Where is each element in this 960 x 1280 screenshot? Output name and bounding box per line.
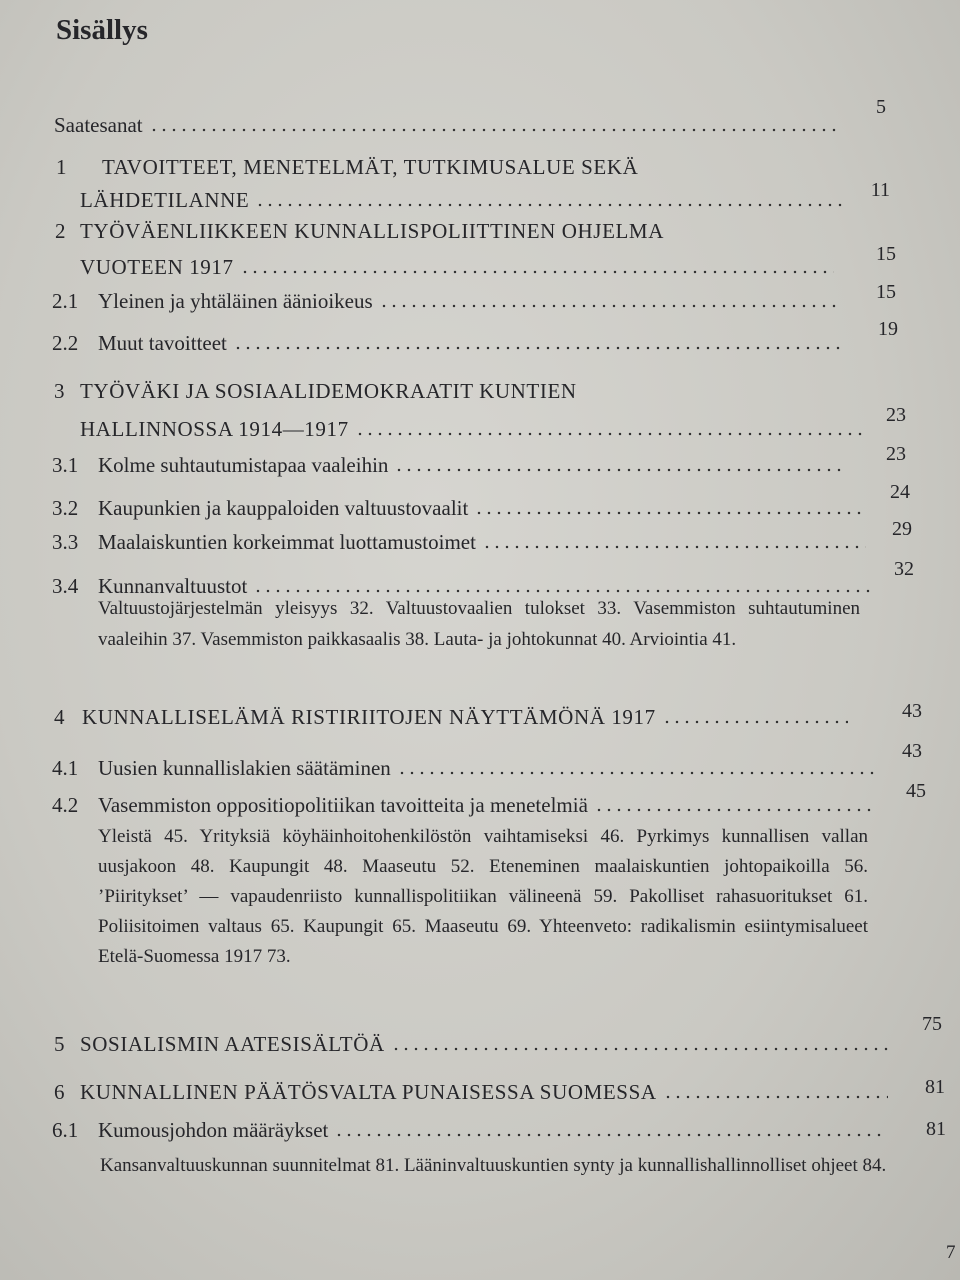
entry-label: KUNNALLISELÄMÄ RISTIRIITOJEN NÄYTTÄMÖNÄ 1917 bbox=[82, 705, 656, 729]
dot-leader bbox=[594, 808, 876, 812]
page-title: Sisällys bbox=[56, 14, 148, 46]
entry-page: 75 bbox=[922, 1013, 942, 1035]
entry-page: 15 bbox=[876, 281, 896, 303]
dot-leader bbox=[233, 346, 841, 350]
toc-entry bbox=[54, 1080, 894, 1105]
entry-number: 2 bbox=[55, 219, 67, 243]
entry-number: 2.1 bbox=[52, 289, 79, 313]
entry-page: 43 bbox=[902, 700, 922, 722]
toc-entry bbox=[52, 793, 882, 818]
entry-page: 29 bbox=[892, 518, 912, 540]
toc-entry bbox=[56, 155, 638, 180]
entry-page: 81 bbox=[926, 1118, 946, 1140]
dot-leader bbox=[663, 1095, 888, 1099]
toc-entry bbox=[52, 530, 872, 555]
entry-number: 3.2 bbox=[52, 496, 79, 520]
toc-entry bbox=[54, 379, 577, 404]
entry-label: SOSIALISMIN AATESISÄLTÖÄ bbox=[80, 1032, 385, 1056]
entry-number: 6 bbox=[54, 1080, 66, 1104]
entry-label: KUNNALLINEN PÄÄTÖSVALTA PUNAISESSA SUOMESSA bbox=[80, 1080, 657, 1104]
dot-leader bbox=[391, 1047, 888, 1051]
dot-leader bbox=[355, 432, 864, 436]
entry-number: 1 bbox=[56, 155, 68, 179]
entry-page: 11 bbox=[870, 179, 890, 201]
toc-entry-cont bbox=[80, 255, 840, 280]
entry-label: TYÖVÄENLIIKKEEN KUNNALLISPOLIITTINEN OHJELMA bbox=[80, 219, 664, 243]
entry-page: 81 bbox=[925, 1076, 945, 1098]
entry-summary: Valtuustojärjestelmän yleisyys 32. Valtuustovaalien tulokset 33. Vasemmiston suhtautuminen vaaleihin 37. Vasemmiston paikkasaalis 38. Lauta- ja johtokunnat 40. Arviointia 41. bbox=[98, 598, 860, 650]
entry-number: 6.1 bbox=[52, 1118, 79, 1142]
toc-entry bbox=[54, 1032, 894, 1057]
toc-entry bbox=[54, 705, 854, 730]
dot-leader bbox=[662, 720, 848, 724]
entry-page: 45 bbox=[906, 780, 926, 802]
toc-entry bbox=[52, 331, 847, 356]
entry-label: Yleinen ja yhtäläinen äänioikeus bbox=[98, 289, 373, 313]
entry-label: Kumousjohdon määräykset bbox=[98, 1118, 329, 1142]
entry-number: 3.4 bbox=[52, 574, 79, 598]
dot-leader bbox=[397, 771, 876, 775]
toc-entry bbox=[54, 113, 844, 138]
entry-label: TAVOITTEET, MENETELMÄT, TUTKIMUSALUE SEKÄ bbox=[102, 155, 639, 179]
entry-page: 43 bbox=[902, 740, 922, 762]
entry-number: 5 bbox=[54, 1032, 66, 1056]
entry-page: 15 bbox=[876, 243, 896, 265]
dot-leader bbox=[240, 270, 834, 274]
toc-entry bbox=[55, 219, 664, 244]
entry-label: Maalaiskuntien korkeimmat luottamustoimet bbox=[98, 530, 476, 554]
toc-entry-cont bbox=[80, 417, 870, 442]
entry-label: Kaupunkien ja kauppaloiden valtuustovaalit bbox=[98, 496, 469, 520]
toc-entry bbox=[52, 289, 842, 314]
toc-entry bbox=[52, 756, 882, 781]
dot-leader bbox=[482, 545, 866, 549]
entry-summary: Kansanvaltuuskunnan suunnitelmat 81. Lääninvaltuuskuntien synty ja kunnallishallinnolliset ohjeet 84. bbox=[100, 1155, 887, 1176]
entry-label: Muut tavoitteet bbox=[98, 331, 227, 355]
entry-summary: Yleistä 45. Yrityksiä köyhäinhoitohenkilöstön vaihtamiseksi 46. Pyrkimys kunnallisen vallan uusjakoon 48. Kaupungit 48. Maaseutu 52. Eteneminen maalaiskuntien johtopaikoilla 56. ’Piiritykset’ — vapaudenriisto kunnallispolitiikan välineenä 59. Pakolliset rahasuoritukset 61. Poliisitoimen valtaus 65. Kaupungit 65. Maaseutu 69. Yhteenveto: radikalismin esiintymisalueet Etelä-Suomessa 1917 73. bbox=[98, 826, 868, 967]
entry-page: 19 bbox=[878, 318, 898, 340]
entry-label-cont: HALLINNOSSA 1914—1917 bbox=[80, 417, 349, 441]
page-number: 7 bbox=[946, 1242, 956, 1263]
toc-entry bbox=[52, 453, 852, 478]
entry-label: Vasemmiston oppositiopolitiikan tavoitteita ja menetelmiä bbox=[98, 793, 588, 817]
toc-entry bbox=[52, 1118, 892, 1143]
entry-label: TYÖVÄKI JA SOSIAALIDEMOKRAATIT KUNTIEN bbox=[80, 379, 577, 403]
dot-leader bbox=[149, 128, 838, 132]
entry-number: 4 bbox=[54, 705, 66, 729]
entry-number: 4.1 bbox=[52, 756, 79, 780]
toc-entry bbox=[52, 496, 867, 521]
dot-leader bbox=[379, 304, 836, 308]
entry-page: 23 bbox=[886, 443, 906, 465]
entry-label: Uusien kunnallislakien säätäminen bbox=[98, 756, 391, 780]
entry-label-cont: LÄHDETILANNE bbox=[80, 188, 250, 212]
entry-number: 4.2 bbox=[52, 793, 79, 817]
entry-number: 3.1 bbox=[52, 453, 79, 477]
entry-page: 23 bbox=[886, 404, 906, 426]
entry-label: Saatesanat bbox=[54, 113, 143, 137]
dot-leader bbox=[255, 203, 844, 207]
entry-label: Kolme suhtautumistapaa vaaleihin bbox=[98, 453, 389, 477]
dot-leader bbox=[334, 1133, 886, 1137]
toc-entry-cont bbox=[80, 188, 850, 213]
entry-number: 3.3 bbox=[52, 530, 79, 554]
entry-number: 3 bbox=[54, 379, 66, 403]
dot-leader bbox=[394, 468, 846, 472]
entry-number: 2.2 bbox=[52, 331, 79, 355]
entry-page: 24 bbox=[890, 481, 910, 503]
dot-leader bbox=[474, 511, 861, 515]
entry-label: Kunnanvaltuustot bbox=[98, 574, 248, 598]
entry-page: 5 bbox=[876, 96, 886, 118]
entry-label-cont: VUOTEEN 1917 bbox=[80, 255, 234, 279]
entry-page: 32 bbox=[894, 558, 914, 580]
